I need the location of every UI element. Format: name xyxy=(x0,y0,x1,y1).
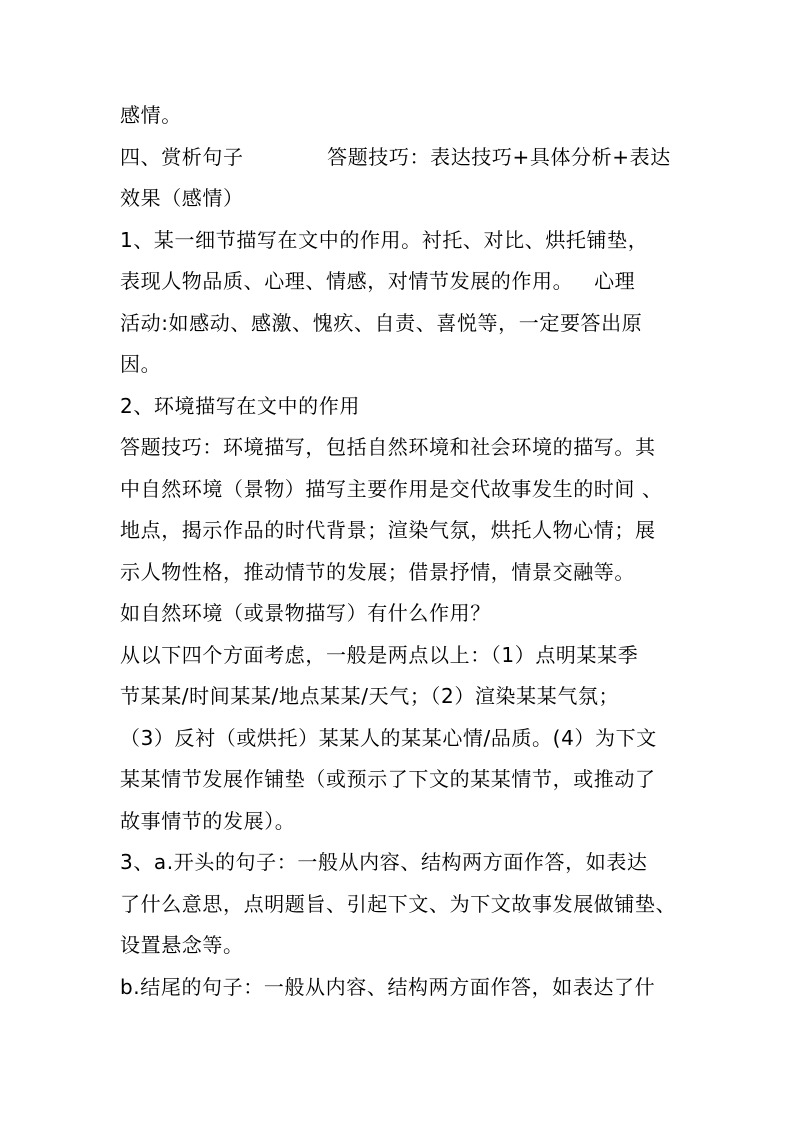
text-line: 从以下四个方面考虑，一般是两点以上：（1）点明某某季 xyxy=(120,642,639,667)
text-line: 地点，揭示作品的时代背景；渲染气氛，烘托人物心情；展 xyxy=(120,518,656,542)
text-line: 了什么意思，点明题旨、引起下文、为下文故事发展做铺垫、 xyxy=(120,891,677,916)
text-line: 3、a.开头的句子：一般从内容、结构两方面作答，如表达 xyxy=(120,850,648,874)
text-line: 某某情节发展作铺垫（或预示了下文的某某情节，或推动了 xyxy=(120,767,656,791)
text-line: 效果（感情） xyxy=(120,186,244,210)
text-line: 中自然环境（景物）描写主要作用是交代故事发生的时间 、 xyxy=(120,476,663,501)
text-line: （3）反衬（或烘托）某某人的某某心情/品质。(4）为下文 xyxy=(120,725,657,750)
text-line: 设置悬念等。 xyxy=(120,933,244,957)
text-line: 因。 xyxy=(120,352,162,376)
text-line: b.结尾的句子：一般从内容、结构两方面作答，如表达了什 xyxy=(120,974,656,999)
document-body xyxy=(120,95,680,1008)
text-line: 答题技巧：环境描写，包括自然环境和社会环境的描写。其 xyxy=(120,435,656,459)
text-line: 表现人物品质、心理、情感，对情节发展的作用。 心理 xyxy=(120,269,636,293)
text-line: 2、环境描写在文中的作用 xyxy=(120,393,360,418)
text-line: 如自然环境（或景物描写）有什么作用？ xyxy=(120,601,491,625)
text-line: 示人物性格，推动情节的发展；借景抒情，情景交融等。 xyxy=(120,559,635,584)
text-line: 1、某一细节描写在文中的作用。衬托、对比、烘托铺垫， xyxy=(120,227,649,252)
text-line: 活动:如感动、感激、愧疚、自责、喜悦等，一定要答出原 xyxy=(120,310,643,335)
text-line: 故事情节的发展）。 xyxy=(120,808,296,833)
section-heading: 四、赏析句子 答题技巧：表达技巧+具体分析+表达 xyxy=(120,144,671,169)
text-line: 感情。 xyxy=(120,103,182,127)
text-line: 节某某/时间某某/地点某某/天气；（2）渲染某某气氛； xyxy=(120,684,620,708)
